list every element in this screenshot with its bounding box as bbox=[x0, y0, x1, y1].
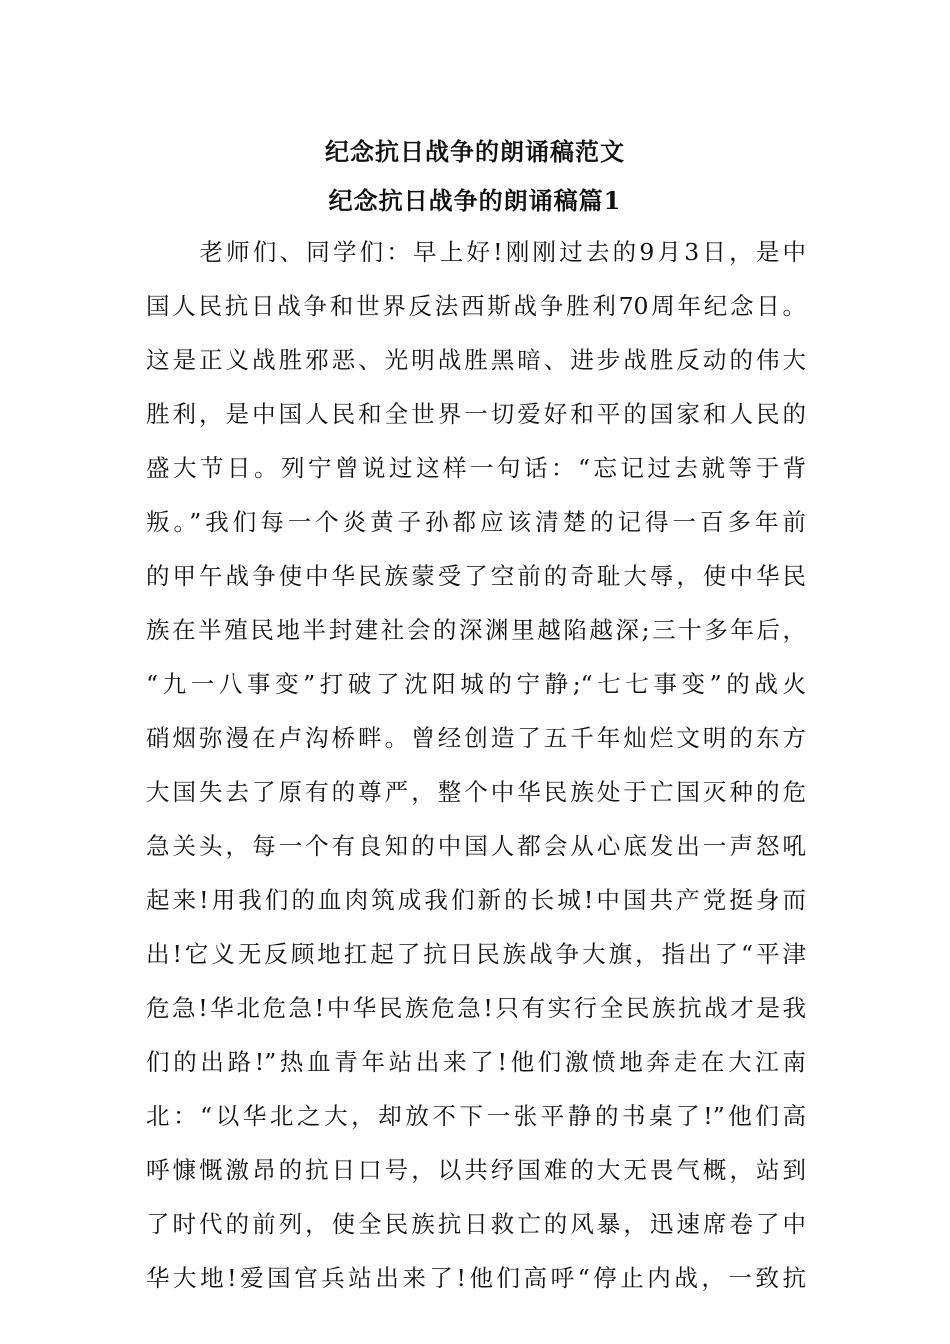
text-line: 族在半殖民地半封建社会的深渊里越陷越深;三十多年后， bbox=[146, 616, 806, 644]
text-line: 急关头，每一个有良知的中国人都会从心底发出一声怒吼 bbox=[146, 832, 806, 860]
text-line: 呼慷慨激昂的抗日口号，以共纾国难的大无畏气概，站到 bbox=[146, 1156, 806, 1184]
text-line: 出!它义无反顾地扛起了抗日民族战争大旗，指出了“平津 bbox=[146, 940, 806, 968]
text-line: 国人民抗日战争和世界反法西斯战争胜利70周年纪念日。 bbox=[146, 292, 806, 320]
text-line: 硝烟弥漫在卢沟桥畔。曾经创造了五千年灿烂文明的东方 bbox=[146, 724, 806, 752]
document-title: 纪念抗日战争的朗诵稿范文 bbox=[325, 137, 625, 166]
text-line: 危急!华北危急!中华民族危急!只有实行全民族抗战才是我 bbox=[146, 994, 806, 1022]
text-line: 起来!用我们的血肉筑成我们新的长城!中国共产党挺身而 bbox=[146, 886, 806, 914]
text-line: 胜利，是中国人民和全世界一切爱好和平的国家和人民的 bbox=[146, 400, 806, 428]
text-line: 了时代的前列，使全民族抗日救亡的风暴，迅速席卷了中 bbox=[146, 1210, 806, 1238]
text-line: 老师们、同学们：早上好!刚刚过去的9月3日，是中 bbox=[146, 238, 806, 266]
text-line: 这是正义战胜邪恶、光明战胜黑暗、进步战胜反动的伟大 bbox=[146, 346, 806, 374]
text-line: 华大地!爱国官兵站出来了!他们高呼“停止内战，一致抗 bbox=[146, 1264, 806, 1292]
text-line: 盛大节日。列宁曾说过这样一句话：“忘记过去就等于背 bbox=[146, 454, 806, 482]
text-line: 们的出路!”热血青年站出来了!他们激愤地奔走在大江南 bbox=[146, 1048, 806, 1076]
text-line: “九一八事变”打破了沈阳城的宁静;“七七事变”的战火 bbox=[146, 670, 806, 698]
section-heading: 纪念抗日战争的朗诵稿篇1 bbox=[328, 186, 622, 215]
text-line: 叛。”我们每一个炎黄子孙都应该清楚的记得一百多年前 bbox=[146, 508, 806, 536]
text-line: 北：“以华北之大，却放不下一张平静的书桌了!”他们高 bbox=[146, 1102, 806, 1130]
speech-body bbox=[146, 234, 806, 1314]
text-line: 大国失去了原有的尊严，整个中华民族处于亡国灭种的危 bbox=[146, 778, 806, 806]
text-line: 的甲午战争使中华民族蒙受了空前的奇耻大辱，使中华民 bbox=[146, 562, 806, 590]
